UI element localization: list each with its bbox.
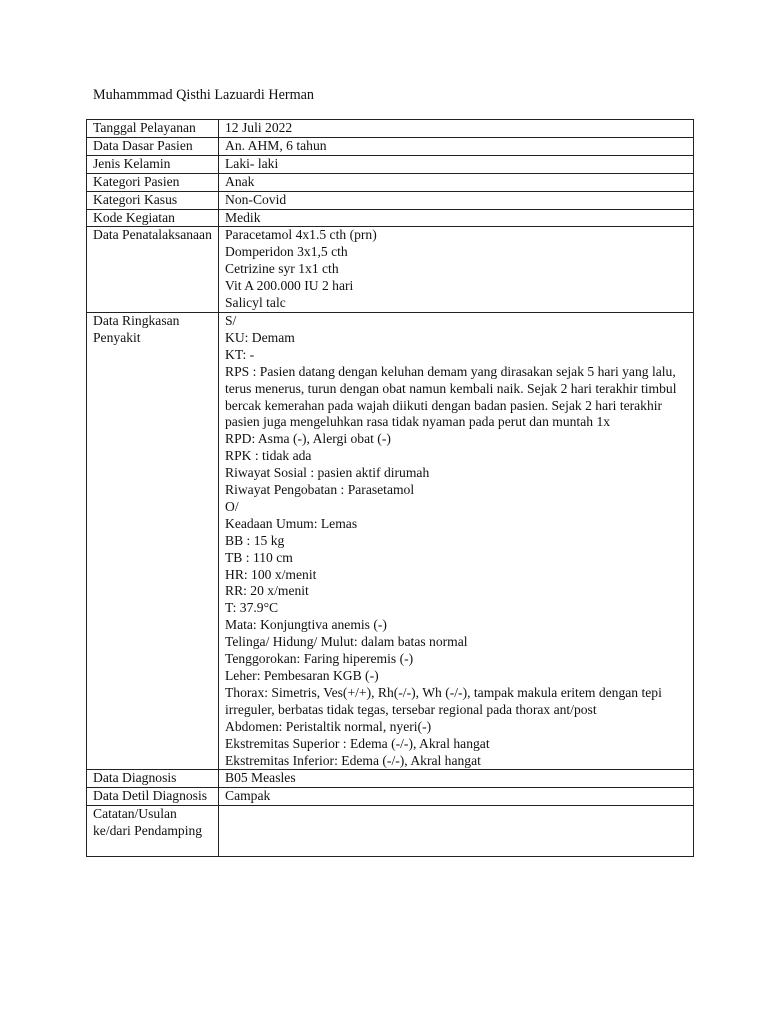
field-value-line: Non-Covid [225, 191, 287, 207]
record-row [87, 173, 694, 191]
field-value [219, 155, 694, 173]
field-value-line: Riwayat Pengobatan : Parasetamol [225, 482, 415, 498]
field-value [219, 312, 694, 769]
field-value [219, 788, 694, 806]
field-value-line: RPD: Asma (-), Alergi obat (-) [225, 431, 391, 447]
field-value-line: Keadaan Umum: Lemas [225, 515, 358, 531]
field-value-line: Campak [225, 788, 271, 804]
field-label: Kategori Pasien [87, 173, 219, 191]
field-label: Kategori Kasus [87, 191, 219, 209]
field-value-line: BB : 15 kg [225, 532, 285, 548]
record-row [87, 788, 694, 806]
field-value-line: B05 Measles [225, 770, 296, 786]
record-row [87, 806, 694, 857]
field-label: Data Ringkasan Penyakit [87, 312, 219, 769]
field-value-line: Paracetamol 4x1.5 cth (prn) [225, 227, 377, 243]
field-value [219, 191, 694, 209]
field-value-line: O/ [225, 498, 239, 514]
field-value-line: T: 37.9°C [225, 600, 279, 616]
field-label: Tanggal Pelayanan [87, 120, 219, 138]
record-row [87, 137, 694, 155]
field-value-line: RR: 20 x/menit [225, 583, 309, 599]
field-value-line: Laki- laki [225, 155, 279, 171]
document-author: Muhammmad Qisthi Lazuardi Herman [93, 87, 315, 103]
record-row [87, 155, 694, 173]
field-value-line: Vit A 200.000 IU 2 hari [225, 278, 354, 294]
field-label: Data Dasar Pasien [87, 137, 219, 155]
field-value-line: Domperidon 3x1,5 cth [225, 244, 348, 260]
field-value-line: Anak [225, 173, 255, 189]
field-value-line: Telinga/ Hidung/ Mulut: dalam batas normal [225, 634, 468, 650]
patient-record-body [87, 120, 694, 857]
field-label: Data Diagnosis [87, 770, 219, 788]
field-value-line: Ekstremitas Inferior: Edema (-/-), Akral hangat [225, 752, 481, 768]
field-value [219, 209, 694, 227]
field-value-line: RPS : Pasien datang dengan keluhan demam yang dirasakan sejak 5 hari yang lalu, terus menerus, turun dengan obat namun kembali naik. Sejak 2 hari terakhir timbul bercak kemerahan pada wajah diikuti dengan badan pasien. Sejak 2 hari terakhir pasien juga mengeluhkan rasa tidak nyaman pada perut dan muntah 1x [225, 363, 677, 430]
field-value-line: 12 Juli 2022 [225, 120, 293, 135]
field-label: Catatan/Usulan ke/dari Pendamping [87, 806, 219, 857]
patient-record-table [86, 119, 694, 857]
field-value-line: KU: Demam [225, 329, 295, 345]
field-label: Jenis Kelamin [87, 155, 219, 173]
field-value-line: Cetrizine syr 1x1 cth [225, 261, 339, 277]
field-value-line: RPK : tidak ada [225, 448, 312, 464]
field-value-line: Abdomen: Peristaltik normal, nyeri(-) [225, 718, 432, 734]
field-value-line: Riwayat Sosial : pasien aktif dirumah [225, 465, 430, 481]
field-value-line: An. AHM, 6 tahun [225, 137, 327, 153]
field-label: Data Penatalaksanaan [87, 227, 219, 313]
record-row [87, 312, 694, 769]
field-value-line: TB : 110 cm [225, 549, 293, 565]
field-value [219, 173, 694, 191]
field-value [219, 227, 694, 313]
field-value-line: Medik [225, 209, 261, 225]
field-value-line: Ekstremitas Superior : Edema (-/-), Akral hangat [225, 735, 490, 751]
record-row [87, 209, 694, 227]
field-value [219, 120, 694, 138]
field-value-line: Thorax: Simetris, Ves(+/+), Rh(-/-), Wh (-/-), tampak makula eritem dengan tepi irreguler, berbatas tidak tegas, tersebar regional pada thorax ant/post [225, 684, 662, 717]
field-value [219, 770, 694, 788]
field-label: Kode Kegiatan [87, 209, 219, 227]
field-label: Data Detil Diagnosis [87, 788, 219, 806]
field-value [219, 137, 694, 155]
field-value-line: Tenggorokan: Faring hiperemis (-) [225, 651, 414, 667]
field-value [219, 806, 694, 857]
field-value-line: Salicyl talc [225, 295, 286, 311]
record-row [87, 770, 694, 788]
field-value-line: HR: 100 x/menit [225, 566, 317, 582]
field-value-line: KT: - [225, 346, 255, 362]
field-value-line: Leher: Pembesaran KGB (-) [225, 668, 379, 683]
record-row [87, 191, 694, 209]
field-value-line: S/ [225, 312, 237, 328]
record-row [87, 227, 694, 313]
record-row [87, 120, 694, 138]
field-value-line: Mata: Konjungtiva anemis (-) [225, 617, 387, 633]
